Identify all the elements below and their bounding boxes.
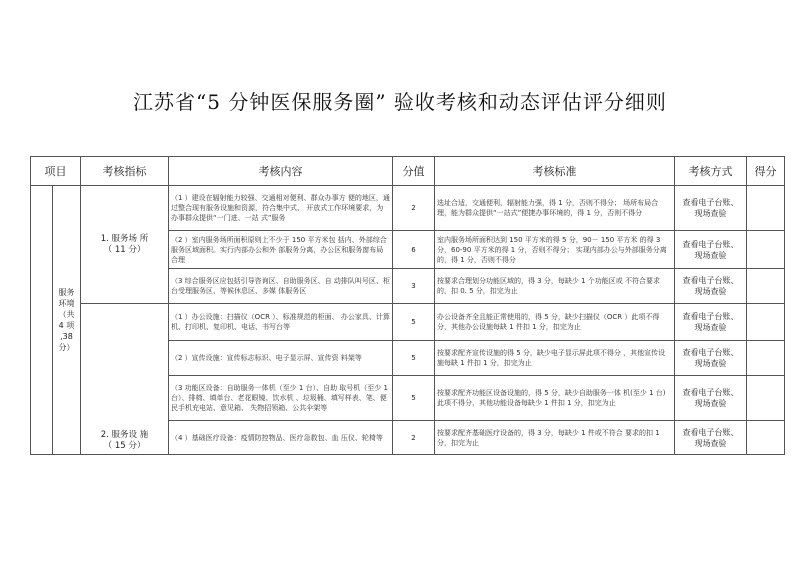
content-cell: （2 ）室内服务场所面积原则上不少于 150 平方米包 括内、外部综合服务区域面积。实行内部办公和外 部服务分离，办公区和服务窗布局合理: [169, 231, 393, 269]
page-title: 江苏省“5 分钟医保服务圈” 验收考核和动态评估评分细则: [133, 90, 667, 114]
method-cell: [675, 421, 747, 455]
header-standard: 考核标准: [435, 157, 675, 186]
category-label: 服务环境 （共 4 项 ,38 分）: [58, 288, 75, 352]
points-cell[interactable]: [747, 304, 785, 341]
standard-cell: 按要求配齐宣传设施的得 5 分，缺少电子显示屏此项不得分 ，其他宣传设施每缺 1 件扣 1 分，扣完为止: [435, 341, 675, 376]
content-cell: （1 ）建设在辐射能力较强、交通相对便利、群众办事方 便的地区，通过整合现有服务设施和资源，符合集中式、 开放式工作环境要求，为办事群众提供“一门进、一站 式”服务: [169, 186, 393, 231]
indicator-cell: [81, 186, 169, 304]
method-label: 查看电子台账、 现场查验: [682, 198, 739, 218]
content-cell: （2 ）宣传设施：宣传标志标识、电子显示屏、宣传资 料架等: [169, 341, 393, 376]
method-label: 查看电子台账、 现场查验: [682, 388, 739, 408]
table-row: [31, 186, 785, 231]
score-cell: 6: [393, 231, 435, 269]
blank-cell: [31, 186, 53, 455]
points-cell[interactable]: [747, 421, 785, 455]
standard-cell: 按要求配齐功能区设备设施的，得 5 分，缺少自助服务一体 机(至少 1 台)此项不得分，其他功能设备每缺少 1 件扣 1 分，扣完为止: [435, 376, 675, 421]
indicator-cell: [81, 304, 169, 455]
content-cell: （3 综合服务区应包括引导咨询区、自助服务区、自 动排队叫号区、柜台受理服务区、等候休息区、多媒 体服务区: [169, 269, 393, 304]
scoring-table: [30, 156, 785, 455]
content-cell: （3 功能区设备：自助服务一体机（至少 1 台）、自助 取号机（至少 1 台）、排椅、填单台、老花眼镜、饮水机 、垃圾桶、填写样表、笔、便民手机充电站、意见箱、 失物招领箱、公共伞架等: [169, 376, 393, 421]
score-cell: 5: [393, 341, 435, 376]
method-label: 查看电子台账、 现场查验: [682, 239, 739, 260]
header-score: 分值: [393, 157, 435, 186]
header-method: 考核方式: [675, 157, 747, 186]
standard-cell: 按要求配齐基础医疗设备的，得 3 分，每缺少 1 件或不符合 要求的扣 1 分，扣完为止: [435, 421, 675, 455]
indicator-label: 2. 服务设 施 （ 15 分）: [100, 430, 149, 451]
header-points: 得分: [747, 157, 785, 186]
method-cell: [675, 376, 747, 421]
content-cell: （4 ）基础医疗设备：疫情防控物品、医疗急救包、血 压仪、轮椅等: [169, 421, 393, 455]
points-cell[interactable]: [747, 341, 785, 376]
method-label: 查看电子台账、 现场查验: [682, 427, 739, 448]
score-cell: 2: [393, 421, 435, 455]
header-item: 项目: [31, 157, 81, 186]
header-content: 考核内容: [169, 157, 393, 186]
score-cell: 5: [393, 376, 435, 421]
method-cell: [675, 341, 747, 376]
points-cell[interactable]: [747, 186, 785, 231]
points-cell[interactable]: [747, 269, 785, 304]
header-row: [31, 157, 785, 186]
points-cell[interactable]: [747, 376, 785, 421]
score-cell: 5: [393, 304, 435, 341]
score-cell: 3: [393, 269, 435, 304]
method-label: 查看电子台账、 现场查验: [682, 312, 739, 332]
category-cell: [53, 186, 81, 455]
standard-cell: 选址合适，交通便利，辐射能力强，得 1 分，否则不得分； 场所布局合理，能为群众提供“一站式”便捷办事环境的，得 1 分，否则不得分: [435, 186, 675, 231]
header-indicator: 考核指标: [81, 157, 169, 186]
method-cell: [675, 186, 747, 231]
content-cell: （1 ）办公设施：扫描仪（OCR ）、标准规范的柜面、 办公家具、计算机、打印机、复印机、电话、书写台等: [169, 304, 393, 341]
points-cell[interactable]: [747, 231, 785, 269]
method-label: 查看电子台账、 现场查验: [682, 276, 739, 296]
standard-cell: 按要求合理划分功能区域的，得 3 分，每缺少 1 个功能区或 不符合要求的，扣 0. 5 分，扣完为止: [435, 269, 675, 304]
method-cell: [675, 231, 747, 269]
standard-cell: 室内服务场所面积达到 150 平方米的得 5 分，90－ 150 平方米 的得 3 分，60-90 平方米的得 1 分，否则不得分； 实现内部办公与外部服务分离的，得 1 分，否则不得分: [435, 231, 675, 269]
table-row: [31, 304, 785, 341]
method-cell: [675, 269, 747, 304]
standard-cell: 办公设备齐全且能正常使用的，得 5 分，缺少扫描仪（OCR ）此项不得分，其他办公设施每缺 1 件扣 1 分，扣完为止: [435, 304, 675, 341]
method-label: 查看电子台账、 现场查验: [682, 348, 739, 368]
indicator-label: 1. 服务场 所 （ 11 分）: [100, 233, 149, 255]
score-cell: 2: [393, 186, 435, 231]
method-cell: [675, 304, 747, 341]
